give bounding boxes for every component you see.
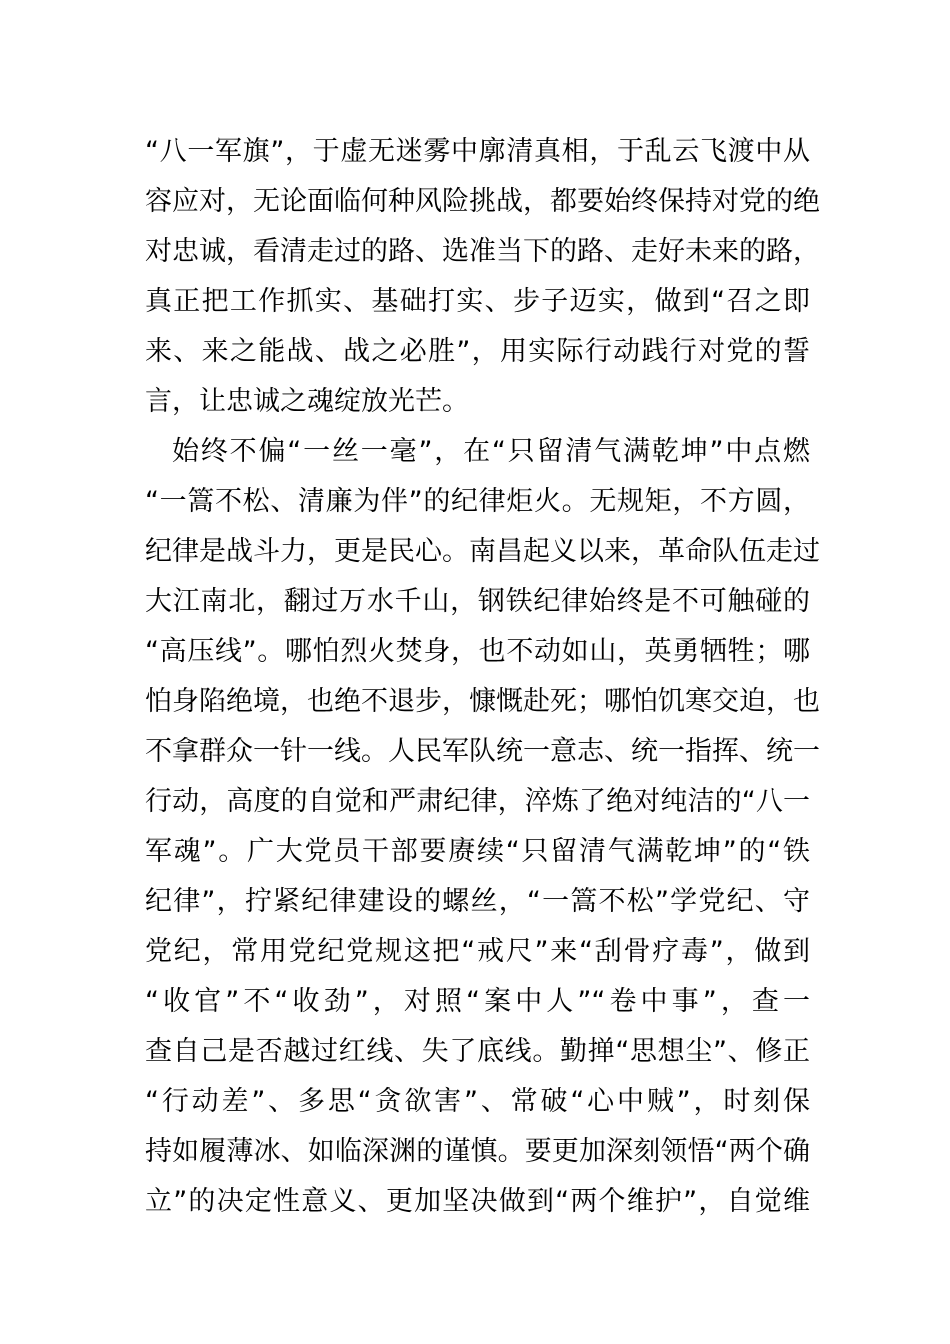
text-line: “高压线”。哪怕烈火焚身，也不动如山，英勇牺牲；哪 xyxy=(145,636,810,667)
text-line: “收官”不“收劲”，对照“案中人”“卷中事”，查一 xyxy=(145,986,810,1017)
text-line: 立”的决定性意义、更加坚决做到“两个维护”，自觉维 xyxy=(145,1186,810,1217)
text-line: “一篙不松、清廉为伴”的纪律炬火。无规矩，不方圆， xyxy=(145,486,810,517)
paragraph xyxy=(145,427,820,1227)
text-line: 查自己是否越过红线、失了底线。勤掸“思想尘”、修正 xyxy=(145,1036,810,1067)
text-line: “行动差”、多思“贪欲害”、常破“心中贼”，时刻保 xyxy=(145,1086,810,1117)
text-line: 真正把工作抓实、基础打实、步子迈实，做到“召之即 xyxy=(145,286,810,317)
text-line: 容应对，无论面临何种风险挑战，都要始终保持对党的绝 xyxy=(145,186,820,217)
text-line: 持如履薄冰、如临深渊的谨慎。要更加深刻领悟“两个确 xyxy=(145,1136,810,1167)
text-line: 来、来之能战、战之必胜”，用实际行动践行对党的誓 xyxy=(145,336,810,367)
text-line: 不拿群众一针一线。人民军队统一意志、统一指挥、统一 xyxy=(145,736,820,767)
text-line: 大江南北，翻过万水千山，钢铁纪律始终是不可触碰的 xyxy=(145,586,810,617)
document-body xyxy=(145,127,820,1227)
text-line: “八一军旗”，于虚无迷雾中廓清真相，于乱云飞渡中从 xyxy=(145,136,810,167)
text-line: 纪律”，拧紧纪律建设的螺丝，“一篙不松”学党纪、守 xyxy=(145,886,810,917)
text-line: 怕身陷绝境，也绝不退步，慷慨赴死；哪怕饥寒交迫，也 xyxy=(145,686,820,717)
text-line: 始终不偏“一丝一毫”，在“只留清气满乾坤”中点燃 xyxy=(172,436,810,467)
text-line: 行动，高度的自觉和严肃纪律，淬炼了绝对纯洁的“八一 xyxy=(145,786,810,817)
text-line: 军魂”。广大党员干部要赓续“只留清气满乾坤”的“铁 xyxy=(145,836,810,867)
text-line: 党纪，常用党纪党规这把“戒尺”来“刮骨疗毒”，做到 xyxy=(145,936,810,967)
text-line: 纪律是战斗力，更是民心。南昌起义以来，革命队伍走过 xyxy=(145,536,820,567)
text-line: 言，让忠诚之魂绽放光芒。 xyxy=(145,386,469,417)
paragraph xyxy=(145,127,820,427)
text-line: 对忠诚，看清走过的路、选准当下的路、走好未来的路， xyxy=(145,236,820,267)
